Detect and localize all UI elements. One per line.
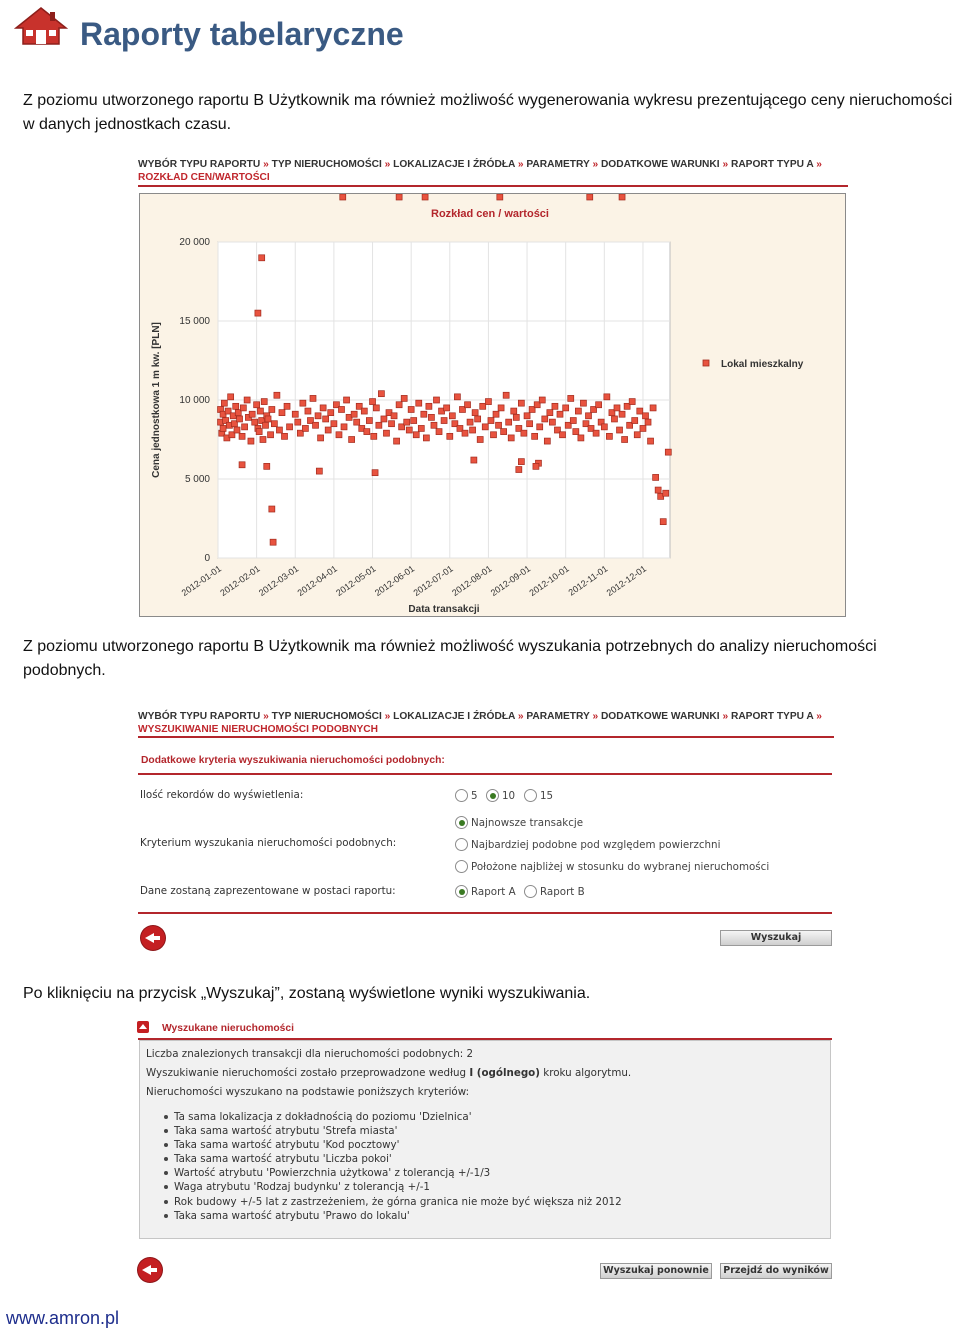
scatter-point: [391, 413, 397, 419]
go-to-results-button[interactable]: Przejdź do wyników: [720, 1263, 832, 1279]
scatter-point: [516, 467, 522, 473]
list-item: Wartość atrybutu 'Powierzchnia użytkowa' z tolerancją +/-1/3: [174, 1166, 824, 1180]
records-count-label: Ilość rekordów do wyświetlenia:: [140, 789, 304, 801]
scatter-point: [533, 463, 539, 469]
scatter-point: [547, 410, 553, 416]
scatter-point: [416, 400, 422, 406]
results-title: Wyszukane nieruchomości: [162, 1023, 294, 1034]
scatter-point: [256, 429, 262, 435]
scatter-point: [462, 430, 468, 436]
radio-button[interactable]: [524, 789, 537, 802]
y-tick-label: 5 000: [184, 474, 210, 485]
scatter-point: [496, 422, 502, 428]
scatter-point: [557, 411, 563, 417]
x-tick-label: 2012-10-01: [527, 563, 571, 599]
scatter-point: [426, 403, 432, 409]
scatter-point: [580, 400, 586, 406]
scatter-point: [471, 457, 477, 463]
radio-button[interactable]: [455, 838, 468, 851]
scatter-point: [376, 422, 382, 428]
x-tick-label: 2012-04-01: [295, 563, 340, 599]
list-item: Taka sama wartość atrybutu 'Prawo do lokalu': [174, 1209, 824, 1223]
x-tick-label: 2012-06-01: [372, 563, 417, 599]
scatter-point: [539, 397, 545, 403]
scatter-point: [269, 406, 275, 412]
crumb-5[interactable]: DODATKOWE WARUNKI: [600, 711, 720, 722]
legend-label: Lokal mieszkalny: [721, 359, 804, 370]
scatter-point: [361, 408, 367, 414]
search-again-button[interactable]: Wyszukaj ponownie: [600, 1263, 712, 1279]
scatter-point: [423, 435, 429, 441]
crumb-active: ROZKŁAD CEN/WARTOŚCI: [138, 172, 270, 183]
scatter-point: [276, 427, 282, 433]
scatter-point: [381, 416, 387, 422]
scatter-point: [378, 391, 384, 397]
criterion-option-nearest[interactable]: Położone najbliżej w stosunku do wybranej nieruchomości: [455, 860, 769, 873]
crumb-4[interactable]: PARAMETRY: [526, 159, 590, 170]
scatter-point: [632, 418, 638, 424]
results-summary-box: [139, 1040, 831, 1239]
scatter-point: [508, 435, 514, 441]
scatter-point: [354, 419, 360, 425]
list-item: Taka sama wartość atrybutu 'Strefa miasta': [174, 1124, 824, 1138]
scatter-point: [255, 310, 261, 316]
results-criteria-list: [146, 1110, 824, 1223]
search-button[interactable]: Wyszukaj: [720, 930, 832, 946]
output-format-label: Dane zostaną zaprezentowane w postaci raportu:: [140, 885, 396, 897]
scatter-point: [349, 437, 355, 443]
form-top-divider: [138, 773, 832, 775]
scatter-point: [563, 405, 569, 411]
scatter-chart-panel: [139, 193, 846, 617]
scatter-point: [619, 194, 625, 200]
scatter-point: [234, 427, 240, 433]
radio-button-selected[interactable]: [486, 789, 499, 802]
form-bottom-divider: [138, 912, 832, 914]
results-count-text: Liczba znalezionych transakcji dla nieruchomości podobnych: 2: [146, 1048, 474, 1060]
scatter-point: [260, 437, 266, 443]
legend-marker: [703, 360, 709, 366]
scatter-point: [320, 405, 326, 411]
breadcrumb-divider: [138, 736, 834, 738]
scatter-point: [640, 425, 646, 431]
scatter-point: [338, 406, 344, 412]
scatter-point: [268, 432, 274, 438]
scatter-point: [497, 194, 503, 200]
scatter-point: [568, 395, 574, 401]
search-criteria-title: Dodatkowe kryteria wyszukiwania nieruchomości podobnych:: [141, 755, 445, 766]
scatter-point: [242, 424, 248, 430]
scatter-point: [341, 424, 347, 430]
scatter-point: [549, 419, 555, 425]
scatter-point: [655, 487, 661, 493]
scatter-point: [271, 421, 277, 427]
collapse-icon[interactable]: [137, 1021, 149, 1033]
scatter-point: [575, 408, 581, 414]
scatter-point: [228, 394, 234, 400]
scatter-point: [604, 394, 610, 400]
breadcrumb-chart: WYBÓR TYPU RAPORTU » TYP NIERUCHOMOŚCI » LOKALIZACJE I ŹRÓDŁA » PARAMETRY » DODATKOWE WARUNKI » RAPORT TYPU A » ROZKŁAD CEN/WARTOŚCI: [138, 159, 822, 183]
crumb-5[interactable]: DODATKOWE WARUNKI: [600, 159, 720, 170]
records-option-15[interactable]: 15: [524, 789, 553, 802]
scatter-point: [315, 413, 321, 419]
scatter-point: [617, 427, 623, 433]
scatter-point: [611, 416, 617, 422]
scatter-point: [364, 429, 370, 435]
scatter-point: [570, 418, 576, 424]
scatter-point: [578, 435, 584, 441]
scatter-point: [221, 400, 227, 406]
scatter-point: [480, 403, 486, 409]
radio-button[interactable]: [455, 789, 468, 802]
list-item: Taka sama wartość atrybutu 'Liczba pokoi': [174, 1152, 824, 1166]
scatter-point: [447, 433, 453, 439]
scatter-point: [366, 418, 372, 424]
scatter-point: [518, 400, 524, 406]
scatter-point: [665, 449, 671, 455]
y-tick-label: 15 000: [179, 316, 210, 327]
radio-button[interactable]: [524, 885, 537, 898]
list-item: Ta sama lokalizacja z dokładnością do poziomu 'Dzielnica': [174, 1110, 824, 1124]
radio-button-selected[interactable]: [455, 885, 468, 898]
scatter-point: [418, 425, 424, 431]
scatter-point: [270, 539, 276, 545]
scatter-point: [292, 411, 298, 417]
scatter-point: [254, 402, 260, 408]
scatter-point: [454, 394, 460, 400]
crumb-3[interactable]: LOKALIZACJE I ŹRÓDŁA: [393, 159, 516, 170]
scatter-point: [269, 506, 275, 512]
scatter-point: [373, 405, 379, 411]
radio-button[interactable]: [455, 860, 468, 873]
scatter-point: [302, 425, 308, 431]
scatter-point: [287, 424, 293, 430]
scatter-point: [279, 410, 285, 416]
scatter-point: [477, 437, 483, 443]
y-tick-label: 20 000: [179, 237, 210, 248]
page-header: [14, 6, 614, 56]
scatter-point: [259, 255, 265, 261]
scatter-point: [372, 470, 378, 476]
scatter-point: [411, 418, 417, 424]
scatter-point: [542, 416, 548, 422]
scatter-point: [404, 419, 410, 425]
scatter-point: [305, 408, 311, 414]
scatter-point: [340, 194, 346, 200]
breadcrumb-search: WYBÓR TYPU RAPORTU » TYP NIERUCHOMOŚCI » LOKALIZACJE I ŹRÓDŁA » PARAMETRY » DODATKOWE WARUNKI » RAPORT TYPU A » WYSZUKIWANIE NIERUCHOMOŚCI PODOBNYCH: [138, 711, 822, 735]
scatter-point: [336, 432, 342, 438]
crumb-6[interactable]: RAPORT TYPU A: [730, 159, 814, 170]
scatter-point: [370, 399, 376, 405]
scatter-point: [257, 408, 263, 414]
y-tick-label: 0: [204, 553, 210, 564]
radio-button-selected[interactable]: [455, 816, 468, 829]
intro-paragraph-results: Po kliknięciu na przycisk „Wyszukaj”, zostaną wyświetlone wyniki wyszukiwania.: [23, 985, 591, 1002]
scatter-point: [325, 427, 331, 433]
y-axis-label: Cena jednostkowa 1 m kw. [PLN]: [151, 322, 162, 478]
scatter-point: [527, 421, 533, 427]
x-tick-label: 2012-12-01: [604, 563, 649, 599]
scatter-point: [619, 411, 625, 417]
scatter-point: [518, 459, 524, 465]
scatter-point: [470, 427, 476, 433]
back-arrow-button[interactable]: [138, 1258, 162, 1282]
scatter-point: [383, 430, 389, 436]
scatter-point: [593, 430, 599, 436]
scatter-point: [265, 416, 271, 422]
scatter-point: [650, 405, 656, 411]
scatter-point: [573, 429, 579, 435]
scatter-point: [637, 408, 643, 414]
scatter-point: [493, 411, 499, 417]
scatter-point: [433, 397, 439, 403]
scatter-point: [465, 402, 471, 408]
scatter-point: [413, 432, 419, 438]
scatter-point: [503, 392, 509, 398]
home-icon[interactable]: [14, 6, 68, 46]
chart-title: Rozkład cen / wartości: [431, 208, 549, 220]
criterion-label: Kryterium wyszukania nieruchomości podobnych:: [140, 837, 397, 849]
scatter-point: [506, 419, 512, 425]
crumb-6[interactable]: RAPORT TYPU A: [730, 711, 814, 722]
scatter-point: [281, 433, 287, 439]
scatter-point: [318, 435, 324, 441]
crumb-1[interactable]: WYBÓR TYPU RAPORTU: [138, 159, 261, 170]
scatter-point: [274, 392, 280, 398]
crumb-4[interactable]: PARAMETRY: [526, 711, 590, 722]
scatter-point: [629, 399, 635, 405]
scatter-point: [262, 422, 268, 428]
scatter-point: [408, 406, 414, 412]
breadcrumb-divider: [138, 185, 848, 187]
output-option-report-b[interactable]: Raport B: [524, 885, 585, 898]
scatter-point: [511, 408, 517, 414]
scatter-point: [560, 432, 566, 438]
scatter-chart: [140, 194, 847, 618]
scatter-point: [622, 437, 628, 443]
scatter-point: [328, 410, 334, 416]
scatter-point: [642, 413, 648, 419]
scatter-point: [310, 395, 316, 401]
list-item: Taka sama wartość atrybutu 'Kod pocztowy': [174, 1138, 824, 1152]
footer-website-link[interactable]: www.amron.pl: [6, 1308, 120, 1328]
scatter-point: [331, 421, 337, 427]
scatter-point: [422, 194, 428, 200]
scatter-point: [648, 438, 654, 444]
criterion-option-newest[interactable]: Najnowsze transakcje: [455, 816, 583, 829]
y-tick-label: 10 000: [179, 395, 210, 406]
scatter-point: [431, 422, 437, 428]
scatter-point: [316, 468, 322, 474]
scatter-point: [501, 429, 507, 435]
x-tick-label: 2012-07-01: [411, 563, 455, 599]
scatter-point: [634, 432, 640, 438]
x-axis-label: Data transakcji: [408, 604, 480, 615]
x-tick-label: 2012-11-01: [566, 563, 610, 598]
x-tick-label: 2012-09-01: [488, 563, 533, 599]
scatter-point: [544, 438, 550, 444]
scatter-point: [239, 462, 245, 468]
scatter-point: [428, 414, 434, 420]
results-criteria-intro: Nieruchomości wyszukano na podstawie poniższych kryteriów:: [146, 1086, 470, 1098]
scatter-point: [220, 425, 226, 431]
x-tick-label: 2012-02-01: [218, 563, 262, 599]
scatter-point: [300, 400, 306, 406]
output-option-report-a[interactable]: Raport A: [455, 885, 516, 898]
crumb-2[interactable]: TYP NIERUCHOMOŚCI: [271, 159, 382, 170]
scatter-point: [653, 474, 659, 480]
scatter-point: [472, 410, 478, 416]
scatter-point: [421, 411, 427, 417]
x-tick-label: 2012-03-01: [256, 563, 301, 599]
x-tick-label: 2012-05-01: [334, 563, 378, 599]
intro-paragraph-chart: Z poziomu utworzonego raportu B Użytkownik ma również możliwość wygenerowania wykresu prezentującego ceny nieruchomości w danych jednostkach czasu.: [23, 92, 953, 133]
scatter-point: [323, 416, 329, 422]
results-algorithm-text: Wyszukiwanie nieruchomości zostało przeprowadzone według I (ogólnego) kroku algorytmu.: [146, 1067, 632, 1079]
scatter-point: [488, 418, 494, 424]
scatter-point: [284, 403, 290, 409]
scatter-point: [521, 430, 527, 436]
records-option-10[interactable]: 10: [486, 789, 515, 802]
scatter-point: [475, 416, 481, 422]
intro-paragraph-search: Z poziomu utworzonego raportu B Użytkownik ma również możliwość wyszukania potrzebnych do analizy nieruchomości podobnych.: [23, 638, 877, 679]
scatter-point: [645, 419, 651, 425]
crumb-1[interactable]: WYBÓR TYPU RAPORTU: [138, 711, 261, 722]
scatter-point: [587, 194, 593, 200]
scatter-point: [449, 413, 455, 419]
scatter-point: [485, 399, 491, 405]
scatter-point: [351, 411, 357, 417]
scatter-point: [264, 463, 270, 469]
scatter-point: [513, 414, 519, 420]
scatter-point: [663, 490, 669, 496]
scatter-point: [248, 438, 254, 444]
scatter-point: [371, 433, 377, 439]
scatter-point: [394, 438, 400, 444]
scatter-point: [240, 405, 246, 411]
records-option-5[interactable]: 5: [455, 789, 478, 802]
scatter-point: [467, 419, 473, 425]
scatter-point: [444, 405, 450, 411]
page-title: Raporty tabelaryczne: [80, 16, 404, 52]
crumb-3[interactable]: LOKALIZACJE I ŹRÓDŁA: [393, 711, 516, 722]
scatter-point: [344, 397, 350, 403]
scatter-point: [406, 427, 412, 433]
scatter-point: [389, 421, 395, 427]
scatter-point: [532, 433, 538, 439]
scatter-point: [237, 416, 243, 422]
scatter-point: [396, 402, 402, 408]
x-tick-label: 2012-01-01: [179, 563, 224, 599]
scatter-point: [313, 422, 319, 428]
list-item: Waga atrybutu 'Rodzaj budynku' z tolerancją +/-1: [174, 1180, 824, 1194]
scatter-point: [596, 402, 602, 408]
scatter-point: [552, 403, 558, 409]
scatter-point: [436, 429, 442, 435]
scatter-point: [585, 413, 591, 419]
scatter-point: [239, 433, 245, 439]
scatter-point: [498, 405, 504, 411]
back-arrow-button[interactable]: [141, 926, 165, 950]
scatter-point: [401, 395, 407, 401]
scatter-point: [601, 424, 607, 430]
scatter-point: [252, 419, 258, 425]
scatter-point: [295, 419, 301, 425]
criterion-option-area[interactable]: Najbardziej podobne pod względem powierzchni: [455, 838, 720, 851]
scatter-point: [249, 411, 255, 417]
scatter-point: [490, 432, 496, 438]
list-item: Rok budowy +/-5 lat z zastrzeżeniem, że górna granica nie może być większa niż 2012: [174, 1195, 824, 1209]
scatter-point: [606, 433, 612, 439]
scatter-point: [614, 405, 620, 411]
scatter-point: [524, 413, 530, 419]
scatter-point: [660, 519, 666, 525]
scatter-point: [537, 424, 543, 430]
scatter-point: [482, 424, 488, 430]
crumb-active: WYSZUKIWANIE NIERUCHOMOŚCI PODOBNYCH: [138, 724, 378, 735]
scatter-point: [441, 418, 447, 424]
scatter-point: [261, 399, 267, 405]
scatter-point: [233, 403, 239, 409]
crumb-2[interactable]: TYP NIERUCHOMOŚCI: [271, 711, 382, 722]
x-tick-label: 2012-08-01: [450, 563, 494, 599]
scatter-point: [396, 194, 402, 200]
scatter-point: [244, 397, 250, 403]
